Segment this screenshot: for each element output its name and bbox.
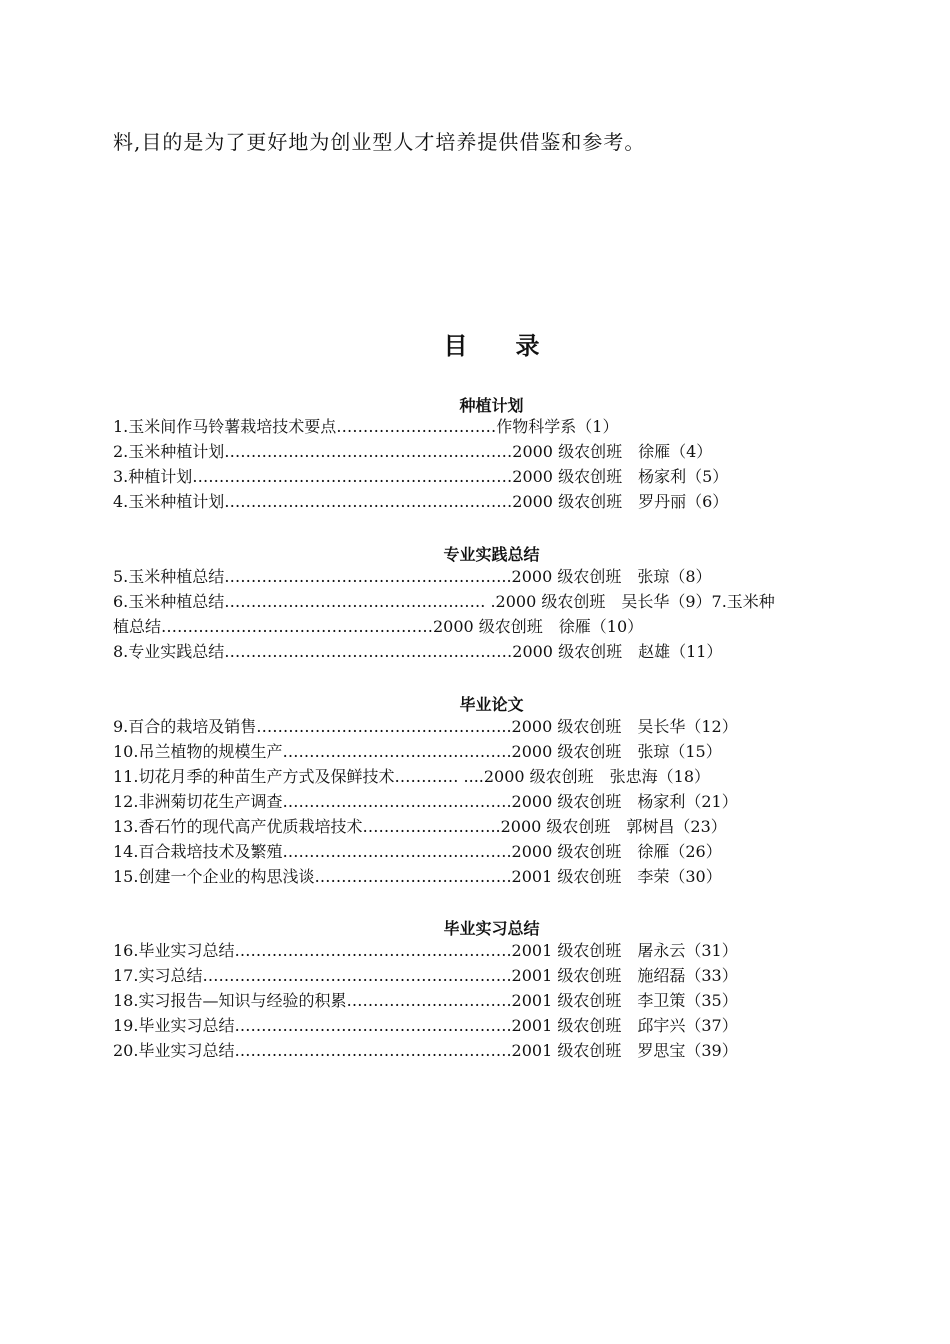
toc-entry: 10.吊兰植物的规模生产…………………………………….2000 级农创班 张琼（15） [113,742,722,761]
toc-entry: 19.毕业实习总结…………………………………………….2001 级农创班 邱宇兴（37） [113,1016,738,1035]
toc-entry: 11.切花月季的种苗生产方式及保鲜技术………… ....2000 级农创班 张忠海（18） [113,767,711,786]
toc-entry: 18.实习报告—知识与经验的积累………………………….2001 级农创班 李卫策（35） [113,991,738,1010]
toc-entry: 12.非洲菊切花生产调查…………………………………….2000 级农创班 杨家利（21） [113,792,738,811]
toc-entry: 4.玉米种植计划………………………………………………2000 级农创班 罗丹丽（6） [113,492,729,511]
section-heading: 毕业实习总结 [443,919,540,938]
toc-entry: 16.毕业实习总结…………………………………………….2001 级农创班 屠永云（31） [113,941,738,960]
toc-entry: 9.百合的栽培及销售………………………………………...2000 级农创班 吴长华（12） [113,717,738,736]
toc-entry: 13.香石竹的现代高产优质栽培技术……………………..2000 级农创班 郭树昌（23） [113,817,727,836]
toc-title-char-1: 目 [443,332,468,360]
toc-title [0,326,950,361]
toc-entry: 植总结……………………………………………2000 级农创班 徐雁（10） [113,617,644,636]
intro-paragraph: 料,目的是为了更好地为创业型人才培养提供借鉴和参考。 [113,130,646,154]
toc-entry: 2.玉米种植计划………………………………………………2000 级农创班 徐雁（4） [113,442,713,461]
toc-entry: 6.玉米种植总结…………………………………………. .2000 级农创班 吴长华（9）7.玉米种 [113,592,775,611]
toc-entry: 15.创建一个企业的构思浅谈……………………………….2001 级农创班 李荣（30） [113,867,722,886]
toc-entry: 17.实习总结………………………………………………….2001 级农创班 施绍磊（33） [113,966,738,985]
section-heading: 毕业论文 [459,695,524,714]
toc-entry: 5.玉米种植总结……………………………………………...2000 级农创班 张琼（8） [113,567,712,586]
toc-entry: 3.种植计划……………………………………………………2000 级农创班 杨家利（5） [113,467,729,486]
toc-title-char-2: 录 [515,332,540,360]
section-heading: 专业实践总结 [443,545,540,564]
toc-entry: 8.专业实践总结………………………………………………2000 级农创班 赵雄（11） [113,642,723,661]
toc-entry: 1.玉米间作马铃薯栽培技术要点…………………………作物科学系（1） [113,417,619,436]
toc-entry: 20.毕业实习总结…………………………………………….2001 级农创班 罗思宝（39） [113,1041,738,1060]
toc-entry: 14.百合栽培技术及繁殖…………………………………….2000 级农创班 徐雁（26） [113,842,722,861]
section-heading: 种植计划 [459,396,524,415]
